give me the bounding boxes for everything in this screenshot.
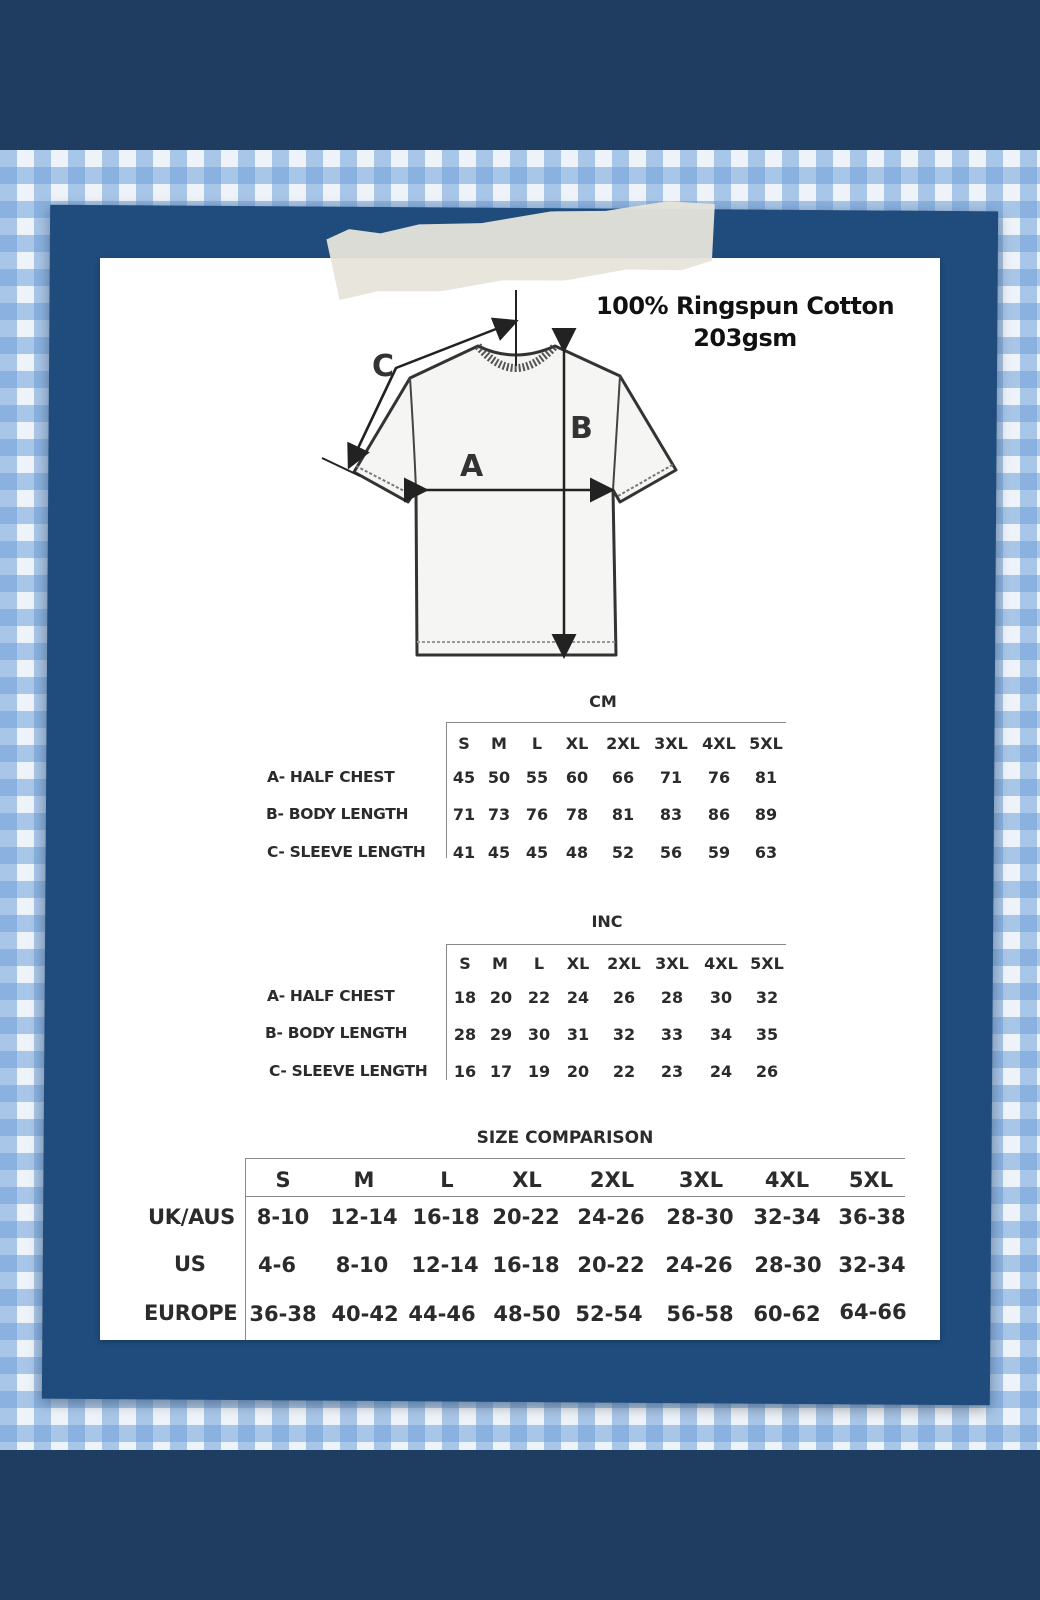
comparison-row-label: UK/AUS <box>148 1205 235 1229</box>
inc-row-label: B- BODY LENGTH <box>265 1024 408 1042</box>
cm-header-size: 2XL <box>606 734 640 753</box>
comparison-cell: 32-34 <box>753 1205 821 1229</box>
cm-cell: 89 <box>754 805 778 824</box>
inc-cell: 17 <box>489 1062 513 1081</box>
inc-cell: 31 <box>566 1025 590 1044</box>
comparison-row-label: US <box>174 1252 206 1276</box>
comparison-cell: 16-18 <box>412 1205 480 1229</box>
comparison-cell: 44-46 <box>408 1302 476 1326</box>
comparison-cell: 36-38 <box>249 1302 317 1326</box>
comparison-cell: 12-14 <box>411 1253 479 1277</box>
comparison-cell: 52-54 <box>575 1302 643 1326</box>
comparison-cell: 4-6 <box>258 1253 296 1277</box>
inc-cell: 32 <box>612 1025 636 1044</box>
comparison-cell: 8-10 <box>256 1205 310 1229</box>
inc-cell: 18 <box>453 988 477 1007</box>
cm-cell: 86 <box>707 805 731 824</box>
inc-caption: INC <box>591 912 623 931</box>
cm-cell: 45 <box>525 843 549 862</box>
cm-cell: 81 <box>611 805 635 824</box>
inc-cell: 23 <box>660 1062 684 1081</box>
cm-header-size: S <box>458 734 470 753</box>
inc-cell: 29 <box>489 1025 513 1044</box>
inc-cell: 30 <box>527 1025 551 1044</box>
inc-cell: 35 <box>755 1025 779 1044</box>
inc-cell: 34 <box>709 1025 733 1044</box>
comparison-cell: 16-18 <box>492 1253 560 1277</box>
comparison-cell: 12-14 <box>330 1205 398 1229</box>
cm-row-label: B- BODY LENGTH <box>266 805 409 823</box>
comparison-cell: 20-22 <box>492 1205 560 1229</box>
inc-cell: 28 <box>660 988 684 1007</box>
inc-header-size: 5XL <box>750 954 784 973</box>
cm-header-size: 4XL <box>702 734 736 753</box>
comparison-cell: 24-26 <box>665 1253 733 1277</box>
comparison-caption: SIZE COMPARISON <box>476 1128 654 1148</box>
comparison-cell: 28-30 <box>666 1205 734 1229</box>
cm-cell: 81 <box>754 768 778 787</box>
cm-caption: CM <box>589 692 617 711</box>
fabric-line-1: 100% Ringspun Cotton <box>595 292 895 320</box>
comparison-cell: 48-50 <box>493 1302 561 1326</box>
cm-header-size: XL <box>565 734 589 753</box>
comparison-header-size: 3XL <box>678 1168 724 1192</box>
cm-cell: 66 <box>611 768 635 787</box>
comparison-header-size: 4XL <box>764 1168 810 1192</box>
label-b: B <box>570 411 593 446</box>
inc-cell: 19 <box>527 1062 551 1081</box>
inc-cell: 26 <box>755 1062 779 1081</box>
inc-header-size: XL <box>566 954 590 973</box>
inc-cell: 32 <box>755 988 779 1007</box>
tshirt-measurement-diagram <box>320 290 690 675</box>
comparison-cell: 64-66 <box>839 1300 907 1324</box>
cm-cell: 41 <box>452 843 476 862</box>
inc-cell: 16 <box>453 1062 477 1081</box>
comparison-cell: 20-22 <box>577 1253 645 1277</box>
comparison-cell: 56-58 <box>666 1302 734 1326</box>
cm-cell: 45 <box>452 768 476 787</box>
inc-header-size: 2XL <box>607 954 641 973</box>
inc-cell: 26 <box>612 988 636 1007</box>
inc-cell: 24 <box>566 988 590 1007</box>
comparison-cell: 24-26 <box>577 1205 645 1229</box>
cm-cell: 59 <box>707 843 731 862</box>
comparison-cell: 36-38 <box>838 1205 906 1229</box>
cm-cell: 56 <box>659 843 683 862</box>
inc-cell: 20 <box>489 988 513 1007</box>
comparison-header-size: 5XL <box>848 1168 894 1192</box>
comparison-cell: 32-34 <box>838 1253 906 1277</box>
inc-cell: 22 <box>612 1062 636 1081</box>
inc-header-size: S <box>459 954 471 973</box>
inc-row-label: A- HALF CHEST <box>267 987 395 1005</box>
inc-header-size: 3XL <box>655 954 689 973</box>
inc-header-size: L <box>533 954 545 973</box>
comparison-header-size: L <box>440 1168 454 1192</box>
comparison-header-size: 2XL <box>589 1168 635 1192</box>
inc-cell: 28 <box>453 1025 477 1044</box>
cm-cell: 73 <box>487 805 511 824</box>
cm-cell: 52 <box>611 843 635 862</box>
cm-cell: 50 <box>487 768 511 787</box>
cm-cell: 60 <box>565 768 589 787</box>
cm-row-label: C- SLEEVE LENGTH <box>267 843 426 861</box>
inc-cell: 22 <box>527 988 551 1007</box>
cm-header-size: L <box>531 734 543 753</box>
inc-header-size: 4XL <box>704 954 738 973</box>
cm-cell: 78 <box>565 805 589 824</box>
fabric-line-2: 203gsm <box>693 324 797 352</box>
inc-cell: 24 <box>709 1062 733 1081</box>
label-a: A <box>460 449 484 484</box>
cm-cell: 45 <box>487 843 511 862</box>
cm-cell: 76 <box>525 805 549 824</box>
cm-header-size: M <box>491 734 507 753</box>
tshirt-outline <box>354 346 676 655</box>
cm-cell: 83 <box>659 805 683 824</box>
label-c: C <box>372 349 395 384</box>
cm-cell: 63 <box>754 843 778 862</box>
inc-cell: 30 <box>709 988 733 1007</box>
comparison-cell: 28-30 <box>754 1253 822 1277</box>
comparison-cell: 40-42 <box>331 1302 399 1326</box>
cm-cell: 76 <box>707 768 731 787</box>
comparison-row-label: EUROPE <box>144 1301 238 1325</box>
inc-row-label: C- SLEEVE LENGTH <box>269 1062 428 1080</box>
cm-cell: 71 <box>452 805 476 824</box>
cm-cell: 48 <box>565 843 589 862</box>
inc-cell: 33 <box>660 1025 684 1044</box>
inc-header-size: M <box>492 954 508 973</box>
comparison-header-size: XL <box>512 1168 542 1192</box>
cm-cell: 55 <box>525 768 549 787</box>
cm-header-size: 3XL <box>654 734 688 753</box>
comparison-header-size: S <box>275 1168 291 1192</box>
comparison-header-size: M <box>353 1168 375 1192</box>
inc-cell: 20 <box>566 1062 590 1081</box>
comparison-cell: 60-62 <box>753 1302 821 1326</box>
cm-cell: 71 <box>659 768 683 787</box>
cm-row-label: A- HALF CHEST <box>267 768 395 786</box>
comparison-cell: 8-10 <box>335 1253 389 1277</box>
cm-header-size: 5XL <box>749 734 783 753</box>
